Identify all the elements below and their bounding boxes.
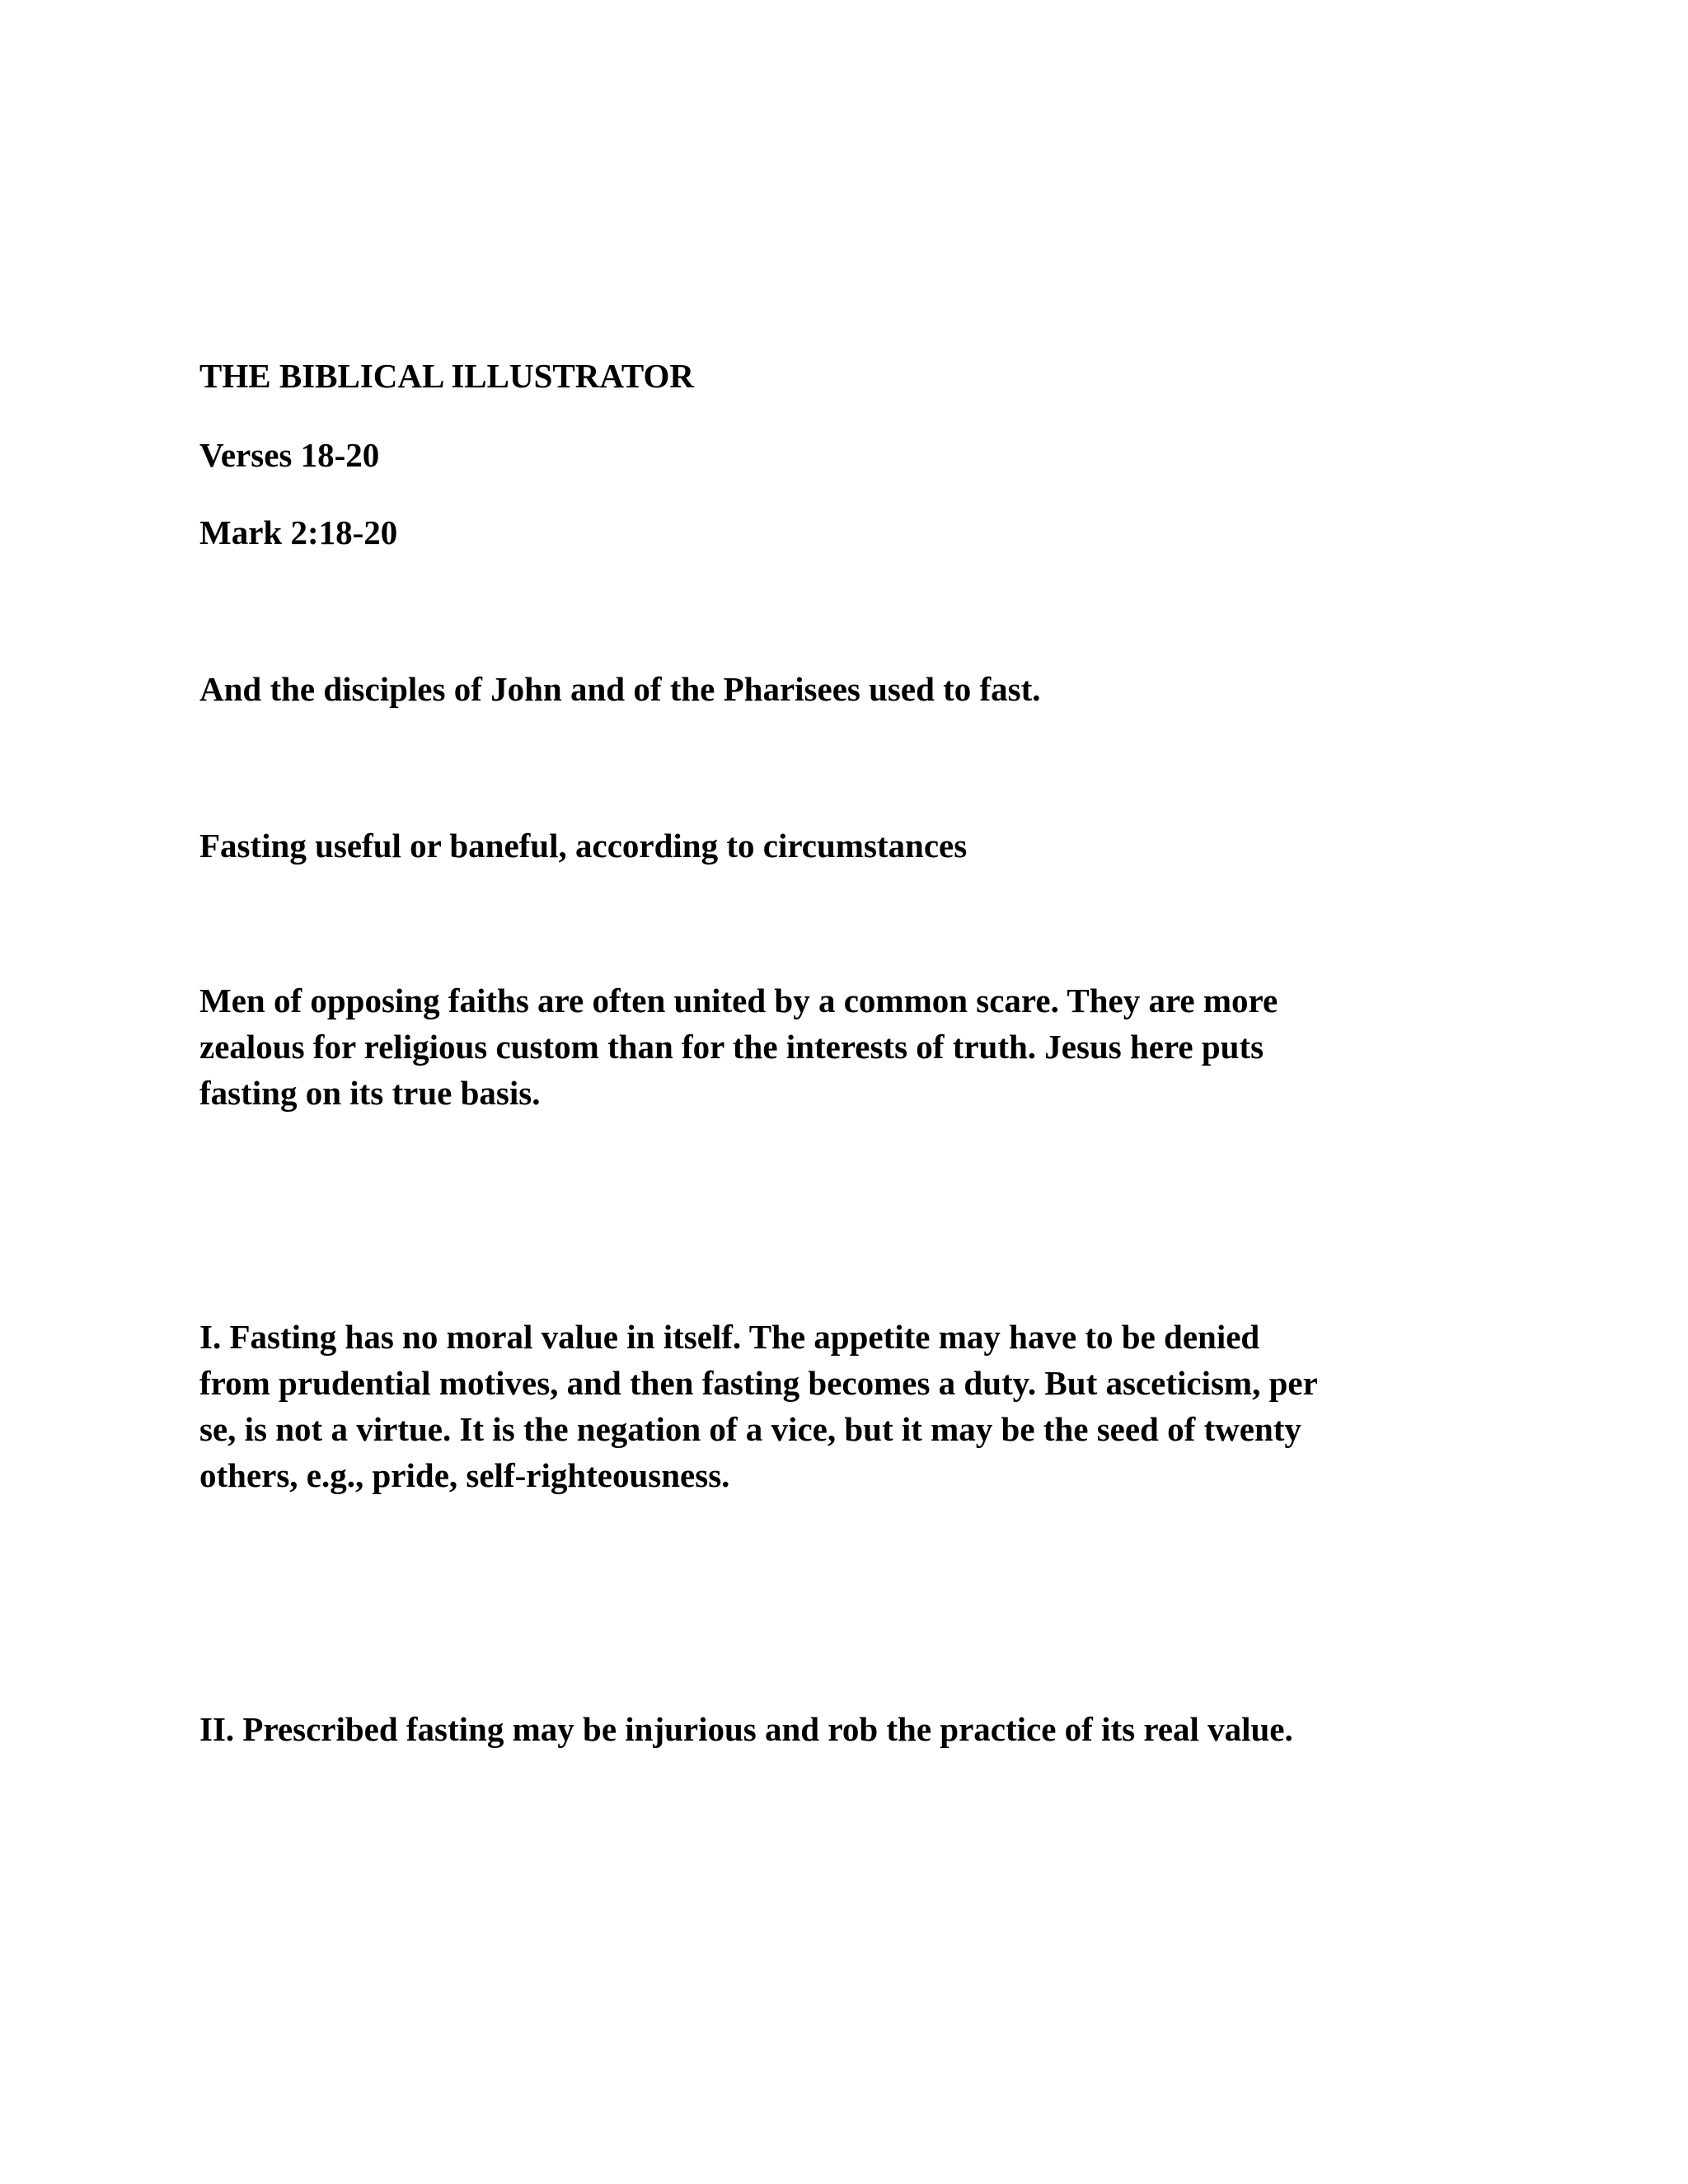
point-one-line: from prudential motives, and then fasting becomes a duty. But asceticism, per	[199, 1364, 1318, 1402]
point-one-paragraph	[199, 1314, 1318, 1498]
point-one-line: others, e.g., pride, self-righteousness.	[199, 1456, 730, 1494]
section-heading: Fasting useful or baneful, according to circumstances	[199, 827, 968, 865]
document-title: THE BIBLICAL ILLUSTRATOR	[199, 357, 695, 395]
intro-line: zealous for religious custom than for the interests of truth. Jesus here puts	[199, 1028, 1264, 1066]
point-two-paragraph: II. Prescribed fasting may be injurious and rob the practice of its real value.	[199, 1710, 1293, 1748]
intro-paragraph	[199, 977, 1278, 1116]
point-one-line: I. Fasting has no moral value in itself. The appetite may have to be denied	[199, 1318, 1260, 1356]
verse-text: And the disciples of John and of the Pharisees used to fast.	[199, 670, 1041, 708]
scripture-reference: Mark 2:18-20	[199, 513, 398, 551]
intro-line: fasting on its true basis.	[199, 1074, 541, 1112]
intro-line: Men of opposing faiths are often united by a common scare. They are more	[199, 982, 1278, 1019]
point-one-line: se, is not a virtue. It is the negation of a vice, but it may be the seed of twenty	[199, 1410, 1301, 1448]
verses-label: Verses 18-20	[199, 436, 380, 474]
